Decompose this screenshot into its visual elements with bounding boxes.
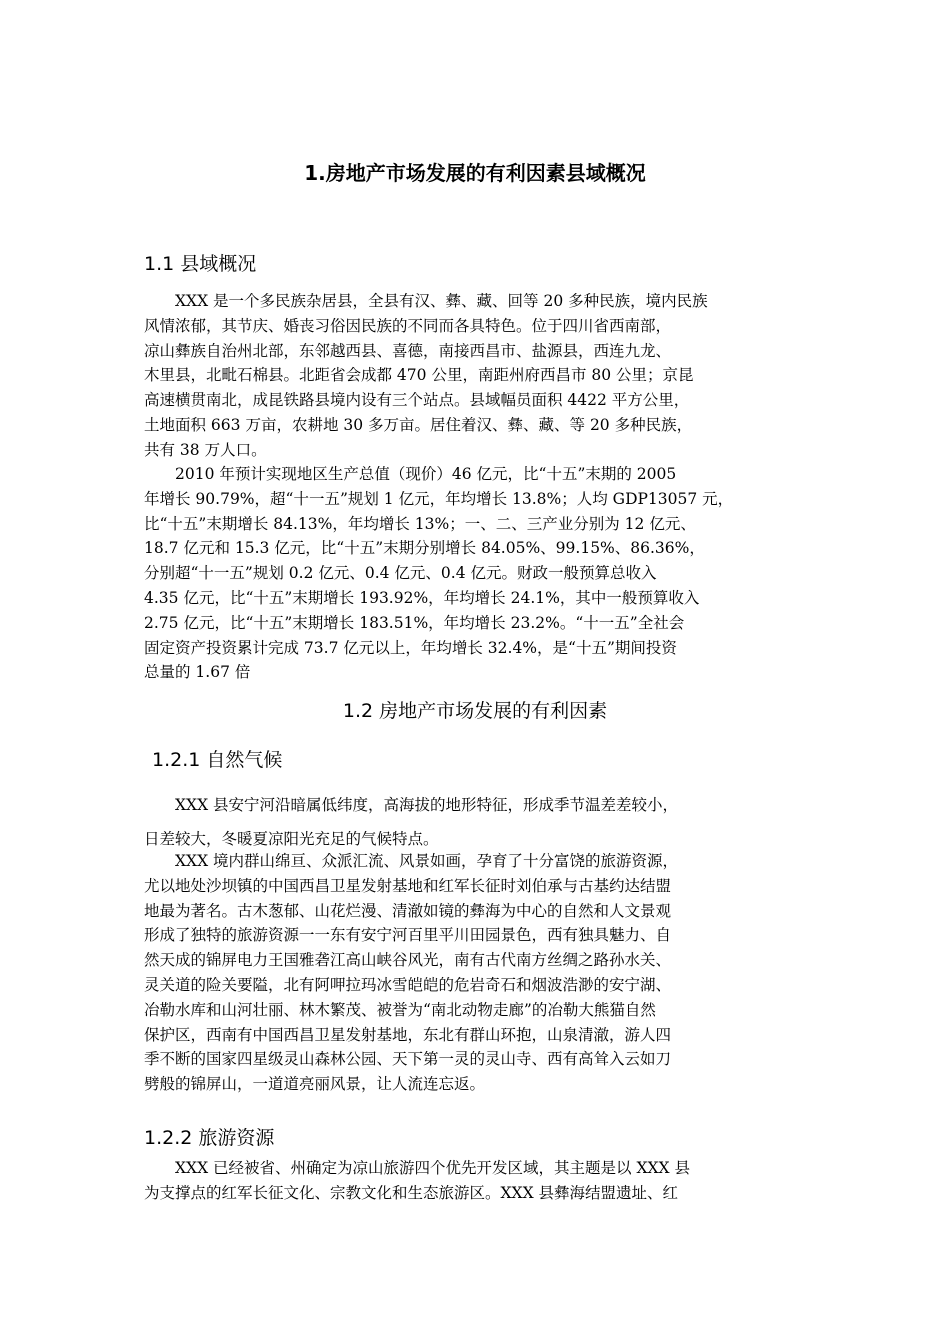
paragraph-line: 凉山彝族自治州北部，东邻越西县、喜德，南接西昌市、盐源县，西连九龙、 bbox=[144, 341, 672, 360]
document-title: 1.房地产市场发展的有利因素县域概况 bbox=[304, 161, 646, 185]
paragraph-line: 风情浓郁，其节庆、婚丧习俗因民族的不同而各具特色。位于四川省西南部， bbox=[144, 316, 672, 335]
section-heading-1-2-2: 1.2.2 旅游资源 bbox=[144, 1127, 275, 1149]
paragraph-line: 2010 年预计实现地区生产总值（现价）46 亿元，比“十五”末期的 2005 bbox=[175, 465, 677, 483]
paragraph-line: XXX 境内群山绵亘、众派汇流、风景如画，孕育了十分富饶的旅游资源， bbox=[175, 852, 679, 870]
section-heading-1-2-1: 1.2.1 自然气候 bbox=[152, 749, 283, 771]
paragraph-line: 4.35 亿元，比“十五”末期增长 193.92%，年均增长 24.1%，其中一般预算收入 bbox=[144, 588, 700, 607]
paragraph-line: 比“十五”末期增长 84.13%，年均增长 13%；一、二、三产业分别为 12 亿元、 bbox=[144, 514, 696, 533]
paragraph-scenery bbox=[144, 849, 834, 1097]
paragraph-county-overview bbox=[144, 289, 834, 463]
paragraph-line: 冶勒水库和山河壮丽、林木繁茂、被誉为“南北动物走廊”的冶勒大熊猫自然 bbox=[144, 1000, 656, 1019]
paragraph-line: 分别超“十一五”规划 0.2 亿元、0.4 亿元、0.4 亿元。财政一般预算总收入 bbox=[144, 564, 657, 583]
paragraph-economy bbox=[144, 462, 834, 685]
paragraph-line: 共有 38 万人口。 bbox=[144, 440, 267, 459]
paragraph-line: 18.7 亿元和 15.3 亿元，比“十五”末期分别增长 84.05%、99.15%、86.36%， bbox=[144, 539, 705, 558]
paragraph-climate bbox=[144, 788, 834, 856]
paragraph-line: XXX 县安宁河沿暗属低纬度，高海拔的地形特征，形成季节温差差较小， bbox=[175, 796, 679, 814]
paragraph-line: 季不断的国家四星级灵山森林公园、天下第一灵的灵山寺、西有高耸入云如刀 bbox=[144, 1050, 672, 1069]
paragraph-line: 日差较大，冬暖夏凉阳光充足的气候特点。 bbox=[144, 830, 439, 848]
paragraph-line: 高速横贯南北，成昆铁路县境内设有三个站点。县域幅员面积 4422 平方公里， bbox=[144, 391, 690, 410]
section-heading-1-2: 1.2 房地产市场发展的有利因素 bbox=[342, 700, 608, 722]
paragraph-line: 劈般的锦屏山，一道道亮丽风景，让人流连忘返。 bbox=[144, 1075, 486, 1094]
paragraph-line: XXX 是一个多民族杂居县，全县有汉、彝、藏、回等 20 多种民族，境内民族 bbox=[175, 292, 708, 310]
paragraph-line: XXX 已经被省、州确定为凉山旅游四个优先开发区域，其主题是以 XXX 县 bbox=[175, 1159, 690, 1177]
paragraph-line: 然天成的锦屏电力王国雅砻江高山峡谷风光，南有古代南方丝绸之路孙水关、 bbox=[144, 951, 672, 970]
paragraph-line: 总量的 1.67 倍 bbox=[144, 663, 251, 682]
paragraph-line: 形成了独特的旅游资源一一东有安宁河百里平川田园景色，西有独具魅力、自 bbox=[144, 926, 672, 945]
paragraph-line: 固定资产投资累计完成 73.7 亿元以上，年均增长 32.4%，是“十五”期间投资 bbox=[144, 638, 677, 657]
paragraph-line: 尤以地处沙坝镇的中国西昌卫星发射基地和红军长征时刘伯承与古基约达结盟 bbox=[144, 876, 672, 895]
paragraph-line: 保护区，西南有中国西昌卫星发射基地，东北有群山环抱，山泉清澈，游人四 bbox=[144, 1025, 672, 1044]
paragraph-line: 灵关道的险关要隘，北有阿呷拉玛冰雪皑皑的危岩奇石和烟波浩渺的安宁湖、 bbox=[144, 975, 672, 994]
section-heading-1-1: 1.1 县域概况 bbox=[144, 253, 257, 275]
paragraph-line: 木里县，北毗石棉县。北距省会成都 470 公里，南距州府西昌市 80 公里；京昆 bbox=[144, 366, 694, 385]
paragraph-line: 土地面积 663 万亩，农耕地 30 多万亩。居住着汉、彝、藏、等 20 多种民族， bbox=[144, 415, 693, 434]
paragraph-line: 为支撑点的红军长征文化、宗教文化和生态旅游区。XXX 县彝海结盟遗址、红 bbox=[144, 1183, 679, 1202]
paragraph-tourism bbox=[144, 1156, 834, 1206]
paragraph-line: 年增长 90.79%，超“十一五”规划 1 亿元，年均增长 13.8%；人均 GDP13057 元， bbox=[144, 489, 734, 508]
paragraph-line: 地最为著名。古木葱郁、山花烂漫、清澈如镜的彝海为中心的自然和人文景观 bbox=[144, 901, 672, 920]
paragraph-line: 2.75 亿元，比“十五”末期增长 183.51%，年均增长 23.2%。“十一五”全社会 bbox=[144, 613, 685, 632]
